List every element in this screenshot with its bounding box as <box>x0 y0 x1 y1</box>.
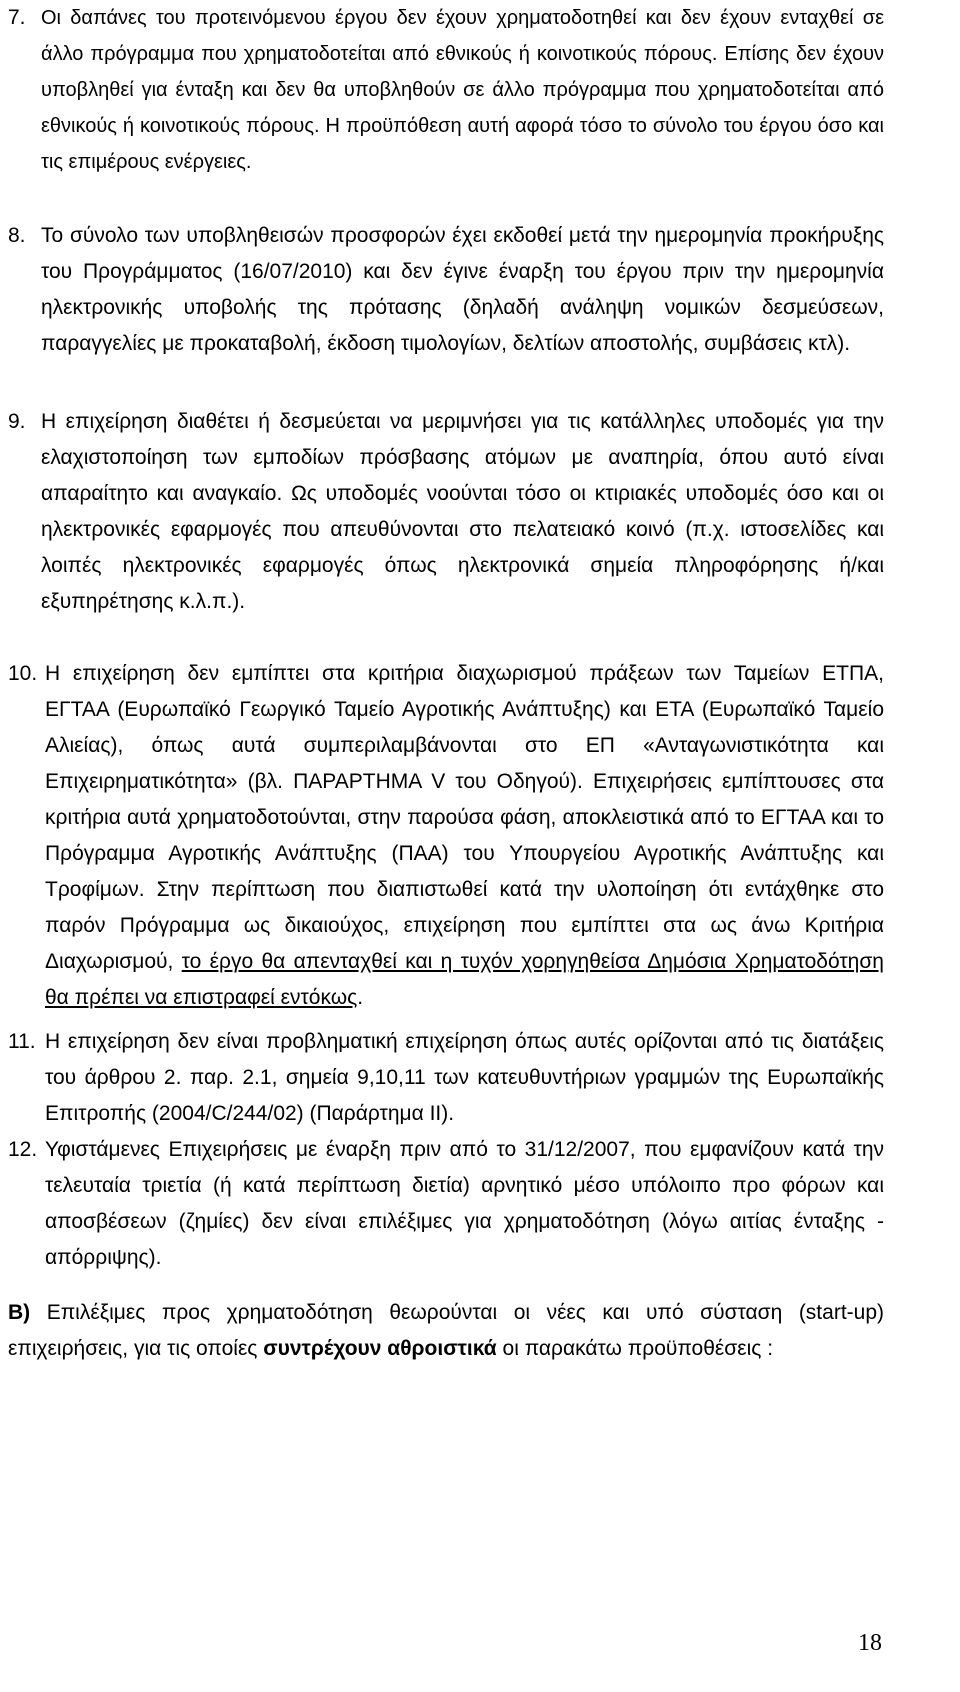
section-b-label: Β) <box>8 1301 31 1324</box>
item-number: 11. <box>8 1030 36 1053</box>
list-item-7 <box>8 0 884 180</box>
item-text-main: Η επιχείρηση δεν εμπίπτει στα κριτήρια διαχωρισμού πράξεων των Ταμείων ΕΤΠΑ, ΕΓΤΑΑ (Ευρωπαϊκό Γεωργικό Ταμείο Αγροτικής Ανάπτυξης) και ΕΤΑ (Ευρωπαϊκό Ταμείο Αλιείας), όπως αυτά συμπεριλαμβάνονται στο ΕΠ «Ανταγωνιστικότητα και Επιχειρηματικότητα» (βλ. ΠΑΡΑΡΤΗΜΑ V του Οδηγού). Επιχειρήσεις εμπίπτουσες στα κριτήρια αυτά χρηματοδοτούνται, στην παρούσα φάση, αποκλειστικά από το ΕΓΤΑΑ και το Πρόγραμμα Αγροτικής Ανάπτυξης (ΠΑΑ) του Υπουργείου Αγροτικής Ανάπτυξης και Τροφίμων. Στην περίπτωση που διαπιστωθεί κατά την υλοποίηση ότι εντάχθηκε στο παρόν Πρόγραμμα ως δικαιούχος, επιχείρηση που εμπίπτει στα ως άνω Κριτήρια Διαχωρισμού, <box>45 662 884 973</box>
item-text-end: . <box>357 986 364 1009</box>
item-text: Η επιχείρηση δεν είναι προβληματική επιχείρηση όπως αυτές ορίζονται από τις διατάξεις του άρθρου 2. παρ. 2.1, σημεία 9,10,11 των κατευθυντήριων γραμμών της Ευρωπαϊκής Επιτροπής (2004/C/244/02) (Παράρτημα II). <box>45 1030 884 1125</box>
list-item-11 <box>8 1024 884 1132</box>
list-item-9 <box>8 404 884 620</box>
item-text: Η επιχείρηση διαθέτει ή δεσμεύεται να μεριμνήσει για τις κατάλληλες υποδομές για την ελαχιστοποίηση των εμποδίων πρόσβασης ατόμων με αναπηρία, όπου αυτό είναι απαραίτητο και αναγκαίο. Ως υποδομές νοούνται τόσο οι κτιριακές υποδομές όσο και οι ηλεκτρονικές εφαρμογές που απευθύνονται στο πελατειακό κοινό (π.χ. ιστοσελίδες και λοιπές ηλεκτρονικές εφαρμογές όπως ηλεκτρονικά σημεία πληροφόρησης ή/και εξυπηρέτησης κ.λ.π.). <box>41 410 884 613</box>
section-b <box>8 1295 884 1367</box>
list-item-10 <box>8 656 884 1016</box>
item-number: 9. <box>8 410 26 433</box>
list-item-8 <box>8 218 884 362</box>
item-text: Το σύνολο των υποβληθεισών προσφορών έχει εκδοθεί μετά την ημερομηνία προκήρυξης του Προγράμματος (16/07/2010) και δεν έγινε έναρξη του έργου πριν την ημερομηνία ηλεκτρονικής υποβολής της πρότασης (δηλαδή ανάληψη νομικών δεσμεύσεων, παραγγελίες με προκαταβολή, έκδοση τιμολογίων, δελτίων αποστολής, συμβάσεις κτλ). <box>41 224 884 355</box>
item-number: 8. <box>8 224 26 247</box>
section-b-text: Επιλέξιμες προς χρηματοδότηση θεωρούνται οι νέες και υπό σύσταση (start-up) επιχειρήσεις, για τις οποίες <box>8 1301 884 1360</box>
item-number: 7. <box>8 6 26 29</box>
item-text <box>45 656 884 1016</box>
item-number: 10. <box>8 662 38 685</box>
item-number: 12. <box>8 1138 38 1161</box>
item-text: Υφιστάμενες Επιχειρήσεις με έναρξη πριν από το 31/12/2007, που εμφανίζουν κατά την τελευταία τριετία (ή κατά περίπτωση διετία) αρνητικό μέσο υπόλοιπο προ φόρων και αποσβέσεων (ζημίες) δεν είναι επιλέξιμες για χρηματοδότηση (λόγω αιτίας ένταξης - απόρριψης). <box>45 1138 884 1269</box>
section-b-bold: συντρέχουν αθροιστικά <box>263 1337 497 1360</box>
section-b-text-end: οι παρακάτω προϋποθέσεις : <box>502 1337 774 1360</box>
page-number: 18 <box>858 1630 882 1656</box>
item-text: Οι δαπάνες του προτεινόμενου έργου δεν έχουν χρηματοδοτηθεί και δεν έχουν ενταχθεί σε άλλο πρόγραμμα που χρηματοδοτείται από εθνικούς ή κοινοτικούς πόρους. Επίσης δεν έχουν υποβληθεί για ένταξη και δεν θα υποβληθούν σε άλλο πρόγραμμα που χρηματοδοτείται από εθνικούς ή κοινοτικούς πόρους. Η προϋπόθεση αυτή αφορά τόσο το σύνολο του έργου όσο και τις επιμέρους ενέργειες. <box>41 7 884 173</box>
underlined-text: το έργο θα απενταχθεί και η τυχόν χορηγηθείσα Δημόσια Χρηματοδότηση θα πρέπει να επιστραφεί εντόκως <box>45 950 884 1009</box>
list-item-12 <box>8 1132 884 1276</box>
